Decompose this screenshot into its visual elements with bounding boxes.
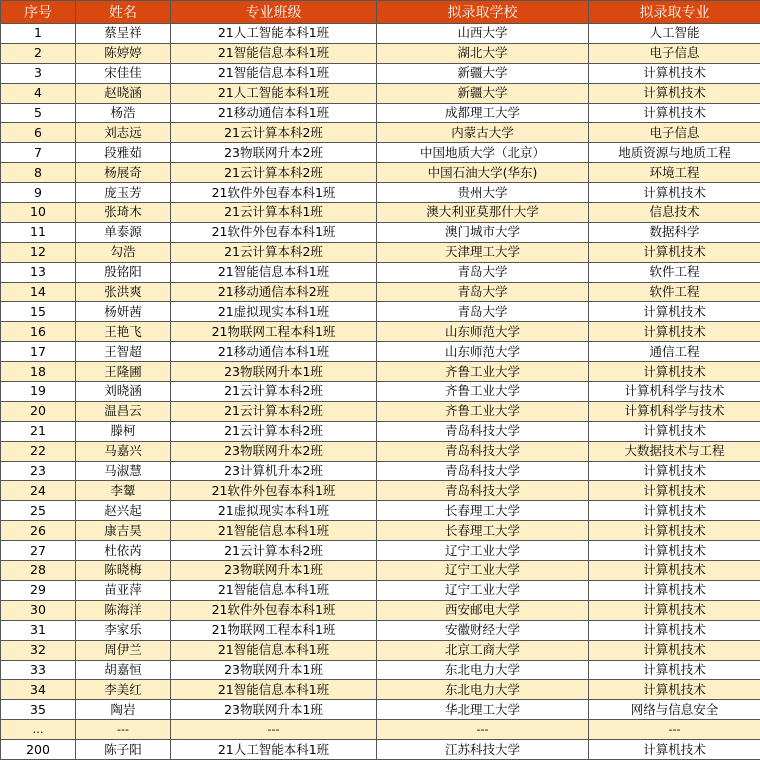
cell-school: 澳门城市大学 <box>377 222 589 242</box>
cell-seq: 14 <box>1 282 76 302</box>
cell-major: 环境工程 <box>589 163 760 183</box>
cell-seq: 5 <box>1 103 76 123</box>
cell-major: 计算机技术 <box>589 561 760 581</box>
cell-major: --- <box>589 720 760 740</box>
cell-school: 齐鲁工业大学 <box>377 382 589 402</box>
cell-school: 长春理工大学 <box>377 521 589 541</box>
cell-class: 21软件外包春本科1班 <box>171 600 377 620</box>
cell-major: 人工智能 <box>589 24 760 44</box>
cell-major: 计算机科学与技术 <box>589 401 760 421</box>
cell-major: 计算机技术 <box>589 183 760 203</box>
table-row <box>1 401 760 421</box>
table-body <box>1 24 760 760</box>
cell-major: 数据科学 <box>589 222 760 242</box>
cell-class: 21云计算本科2班 <box>171 242 377 262</box>
cell-class: 23物联网升本1班 <box>171 362 377 382</box>
cell-name: 王智超 <box>76 342 171 362</box>
cell-major: 计算机技术 <box>589 481 760 501</box>
cell-name: 段雅茹 <box>76 143 171 163</box>
table-row <box>1 620 760 640</box>
cell-school: 长春理工大学 <box>377 501 589 521</box>
cell-class: 21云计算本科2班 <box>171 421 377 441</box>
cell-seq: 28 <box>1 561 76 581</box>
cell-seq: 2 <box>1 43 76 63</box>
cell-name: 赵晓涵 <box>76 83 171 103</box>
cell-school: 新疆大学 <box>377 63 589 83</box>
cell-class: 21云计算本科2班 <box>171 541 377 561</box>
cell-major: 地质资源与地质工程 <box>589 143 760 163</box>
cell-class: --- <box>171 720 377 740</box>
table-row <box>1 461 760 481</box>
table-row <box>1 660 760 680</box>
cell-seq: 20 <box>1 401 76 421</box>
table-row <box>1 580 760 600</box>
cell-name: 李颦 <box>76 481 171 501</box>
cell-seq: 6 <box>1 123 76 143</box>
cell-name: 张琦木 <box>76 203 171 223</box>
table-row <box>1 700 760 720</box>
cell-school: 东北电力大学 <box>377 680 589 700</box>
cell-school: 辽宁工业大学 <box>377 561 589 581</box>
cell-major: 计算机技术 <box>589 660 760 680</box>
cell-name: 蔡呈祥 <box>76 24 171 44</box>
cell-major: 计算机技术 <box>589 302 760 322</box>
cell-name: 王艳飞 <box>76 322 171 342</box>
cell-name: 杜依芮 <box>76 541 171 561</box>
cell-school: 安徽财经大学 <box>377 620 589 640</box>
cell-major: 计算机技术 <box>589 640 760 660</box>
table-row <box>1 382 760 402</box>
cell-name: 陈子阳 <box>76 740 171 760</box>
table-row <box>1 63 760 83</box>
cell-name: 李家乐 <box>76 620 171 640</box>
table-row <box>1 600 760 620</box>
cell-seq: 4 <box>1 83 76 103</box>
cell-name: 苗亚萍 <box>76 580 171 600</box>
cell-name: 胡嘉恒 <box>76 660 171 680</box>
table-row <box>1 302 760 322</box>
cell-class: 21云计算本科2班 <box>171 382 377 402</box>
cell-seq: 12 <box>1 242 76 262</box>
cell-major: 计算机技术 <box>589 541 760 561</box>
cell-name: 杨展奇 <box>76 163 171 183</box>
cell-class: 23物联网升本1班 <box>171 700 377 720</box>
cell-class: 23物联网升本1班 <box>171 561 377 581</box>
cell-name: 刘晓涵 <box>76 382 171 402</box>
cell-class: 21人工智能本科1班 <box>171 24 377 44</box>
header-row <box>1 1 760 24</box>
table-row <box>1 501 760 521</box>
cell-seq: 19 <box>1 382 76 402</box>
cell-school: 青岛科技大学 <box>377 441 589 461</box>
cell-name: 陈婷婷 <box>76 43 171 63</box>
cell-school: 华北理工大学 <box>377 700 589 720</box>
cell-school: 内蒙古大学 <box>377 123 589 143</box>
cell-school: 中国地质大学（北京） <box>377 143 589 163</box>
cell-class: 21物联网工程本科1班 <box>171 322 377 342</box>
cell-major: 计算机技术 <box>589 501 760 521</box>
cell-major: 计算机科学与技术 <box>589 382 760 402</box>
table-row <box>1 183 760 203</box>
cell-name: 殷铭阳 <box>76 262 171 282</box>
table-row <box>1 123 760 143</box>
table-row <box>1 262 760 282</box>
cell-major: 通信工程 <box>589 342 760 362</box>
table-row <box>1 521 760 541</box>
table-row <box>1 43 760 63</box>
cell-class: 21云计算本科2班 <box>171 123 377 143</box>
cell-major: 计算机技术 <box>589 620 760 640</box>
cell-seq: 23 <box>1 461 76 481</box>
cell-school: 天津理工大学 <box>377 242 589 262</box>
cell-major: 计算机技术 <box>589 362 760 382</box>
cell-name: 张洪爽 <box>76 282 171 302</box>
cell-school: 山东师范大学 <box>377 322 589 342</box>
cell-school: 青岛科技大学 <box>377 421 589 441</box>
cell-class: 21移动通信本科2班 <box>171 282 377 302</box>
cell-major: 计算机技术 <box>589 521 760 541</box>
cell-school: 山西大学 <box>377 24 589 44</box>
cell-name: --- <box>76 720 171 740</box>
cell-major: 电子信息 <box>589 43 760 63</box>
cell-name: 庞玉芳 <box>76 183 171 203</box>
table-row <box>1 421 760 441</box>
cell-name: 康吉昊 <box>76 521 171 541</box>
cell-name: 杨妍茜 <box>76 302 171 322</box>
header-major: 拟录取专业 <box>589 1 760 24</box>
table-row <box>1 203 760 223</box>
header-seq: 序号 <box>1 1 76 24</box>
cell-seq: 27 <box>1 541 76 561</box>
cell-class: 21虚拟现实本科1班 <box>171 302 377 322</box>
cell-class: 21智能信息本科1班 <box>171 43 377 63</box>
cell-seq: 30 <box>1 600 76 620</box>
cell-class: 21智能信息本科1班 <box>171 63 377 83</box>
cell-class: 21虚拟现实本科1班 <box>171 501 377 521</box>
cell-class: 21软件外包春本科1班 <box>171 183 377 203</box>
cell-class: 23物联网升本2班 <box>171 143 377 163</box>
cell-seq: 10 <box>1 203 76 223</box>
cell-seq: 34 <box>1 680 76 700</box>
cell-school: 齐鲁工业大学 <box>377 362 589 382</box>
cell-class: 21云计算本科2班 <box>171 401 377 421</box>
cell-major: 计算机技术 <box>589 83 760 103</box>
cell-school: 青岛大学 <box>377 262 589 282</box>
cell-seq: 21 <box>1 421 76 441</box>
cell-major: 计算机技术 <box>589 421 760 441</box>
cell-school: 北京工商大学 <box>377 640 589 660</box>
cell-name: 刘志远 <box>76 123 171 143</box>
cell-class: 21智能信息本科1班 <box>171 580 377 600</box>
cell-seq: 33 <box>1 660 76 680</box>
cell-name: 马嘉兴 <box>76 441 171 461</box>
cell-seq: 7 <box>1 143 76 163</box>
table-row <box>1 441 760 461</box>
cell-major: 软件工程 <box>589 262 760 282</box>
cell-name: 陈海洋 <box>76 600 171 620</box>
cell-class: 21人工智能本科1班 <box>171 740 377 760</box>
cell-school: 成都理工大学 <box>377 103 589 123</box>
cell-school: 贵州大学 <box>377 183 589 203</box>
table-row <box>1 740 760 760</box>
table-row <box>1 83 760 103</box>
cell-class: 21智能信息本科1班 <box>171 680 377 700</box>
header-school: 拟录取学校 <box>377 1 589 24</box>
cell-school: 山东师范大学 <box>377 342 589 362</box>
cell-seq: 11 <box>1 222 76 242</box>
cell-school: 青岛科技大学 <box>377 481 589 501</box>
cell-school: 新疆大学 <box>377 83 589 103</box>
cell-class: 21移动通信本科1班 <box>171 103 377 123</box>
cell-school: 澳大利亚莫那什大学 <box>377 203 589 223</box>
cell-school: --- <box>377 720 589 740</box>
cell-seq: 15 <box>1 302 76 322</box>
cell-major: 计算机技术 <box>589 600 760 620</box>
cell-class: 21云计算本科2班 <box>171 163 377 183</box>
cell-class: 23计算机升本2班 <box>171 461 377 481</box>
cell-class: 21人工智能本科1班 <box>171 83 377 103</box>
cell-seq: 1 <box>1 24 76 44</box>
cell-seq: 32 <box>1 640 76 660</box>
cell-name: 单泰源 <box>76 222 171 242</box>
table-row <box>1 103 760 123</box>
table-row <box>1 163 760 183</box>
cell-seq: 3 <box>1 63 76 83</box>
table-row <box>1 362 760 382</box>
cell-seq: 25 <box>1 501 76 521</box>
cell-seq: … <box>1 720 76 740</box>
cell-name: 宋佳佳 <box>76 63 171 83</box>
table-row <box>1 282 760 302</box>
cell-name: 滕柯 <box>76 421 171 441</box>
cell-major: 计算机技术 <box>589 740 760 760</box>
cell-seq: 8 <box>1 163 76 183</box>
cell-school: 东北电力大学 <box>377 660 589 680</box>
cell-major: 计算机技术 <box>589 461 760 481</box>
cell-school: 湖北大学 <box>377 43 589 63</box>
cell-school: 青岛大学 <box>377 302 589 322</box>
cell-name: 温昌云 <box>76 401 171 421</box>
cell-class: 23物联网升本2班 <box>171 441 377 461</box>
cell-major: 计算机技术 <box>589 322 760 342</box>
cell-name: 李美红 <box>76 680 171 700</box>
cell-seq: 26 <box>1 521 76 541</box>
table-row <box>1 342 760 362</box>
cell-name: 赵兴起 <box>76 501 171 521</box>
cell-major: 计算机技术 <box>589 242 760 262</box>
header-name: 姓名 <box>76 1 171 24</box>
cell-class: 21智能信息本科1班 <box>171 640 377 660</box>
cell-name: 陶岩 <box>76 700 171 720</box>
cell-seq: 200 <box>1 740 76 760</box>
cell-class: 21软件外包春本科1班 <box>171 481 377 501</box>
cell-name: 勾浩 <box>76 242 171 262</box>
cell-school: 江苏科技大学 <box>377 740 589 760</box>
cell-class: 21物联网工程本科1班 <box>171 620 377 640</box>
cell-class: 21移动通信本科1班 <box>171 342 377 362</box>
table-row <box>1 222 760 242</box>
cell-seq: 35 <box>1 700 76 720</box>
cell-major: 计算机技术 <box>589 103 760 123</box>
cell-name: 陈晓梅 <box>76 561 171 581</box>
cell-seq: 13 <box>1 262 76 282</box>
cell-school: 齐鲁工业大学 <box>377 401 589 421</box>
cell-class: 21智能信息本科1班 <box>171 262 377 282</box>
cell-major: 计算机技术 <box>589 580 760 600</box>
cell-major: 计算机技术 <box>589 680 760 700</box>
cell-school: 中国石油大学(华东) <box>377 163 589 183</box>
cell-name: 王隆圃 <box>76 362 171 382</box>
cell-seq: 16 <box>1 322 76 342</box>
cell-class: 21云计算本科1班 <box>171 203 377 223</box>
table-row <box>1 242 760 262</box>
cell-major: 软件工程 <box>589 282 760 302</box>
cell-school: 青岛大学 <box>377 282 589 302</box>
cell-seq: 18 <box>1 362 76 382</box>
cell-major: 信息技术 <box>589 203 760 223</box>
table-row <box>1 143 760 163</box>
cell-major: 计算机技术 <box>589 63 760 83</box>
table-row <box>1 24 760 44</box>
cell-school: 辽宁工业大学 <box>377 541 589 561</box>
header-class: 专业班级 <box>171 1 377 24</box>
cell-seq: 22 <box>1 441 76 461</box>
cell-seq: 17 <box>1 342 76 362</box>
cell-major: 大数据技术与工程 <box>589 441 760 461</box>
cell-seq: 9 <box>1 183 76 203</box>
cell-seq: 29 <box>1 580 76 600</box>
cell-major: 电子信息 <box>589 123 760 143</box>
table-row <box>1 561 760 581</box>
cell-class: 21软件外包春本科1班 <box>171 222 377 242</box>
cell-school: 青岛科技大学 <box>377 461 589 481</box>
cell-name: 周伊兰 <box>76 640 171 660</box>
cell-school: 辽宁工业大学 <box>377 580 589 600</box>
table-row <box>1 720 760 740</box>
cell-school: 西安邮电大学 <box>377 600 589 620</box>
cell-seq: 31 <box>1 620 76 640</box>
table-row <box>1 541 760 561</box>
cell-class: 21智能信息本科1班 <box>171 521 377 541</box>
cell-name: 马淑慧 <box>76 461 171 481</box>
cell-class: 23物联网升本1班 <box>171 660 377 680</box>
table-row <box>1 680 760 700</box>
cell-name: 杨浩 <box>76 103 171 123</box>
cell-major: 网络与信息安全 <box>589 700 760 720</box>
cell-seq: 24 <box>1 481 76 501</box>
table-row <box>1 640 760 660</box>
table-row <box>1 322 760 342</box>
table-row <box>1 481 760 501</box>
